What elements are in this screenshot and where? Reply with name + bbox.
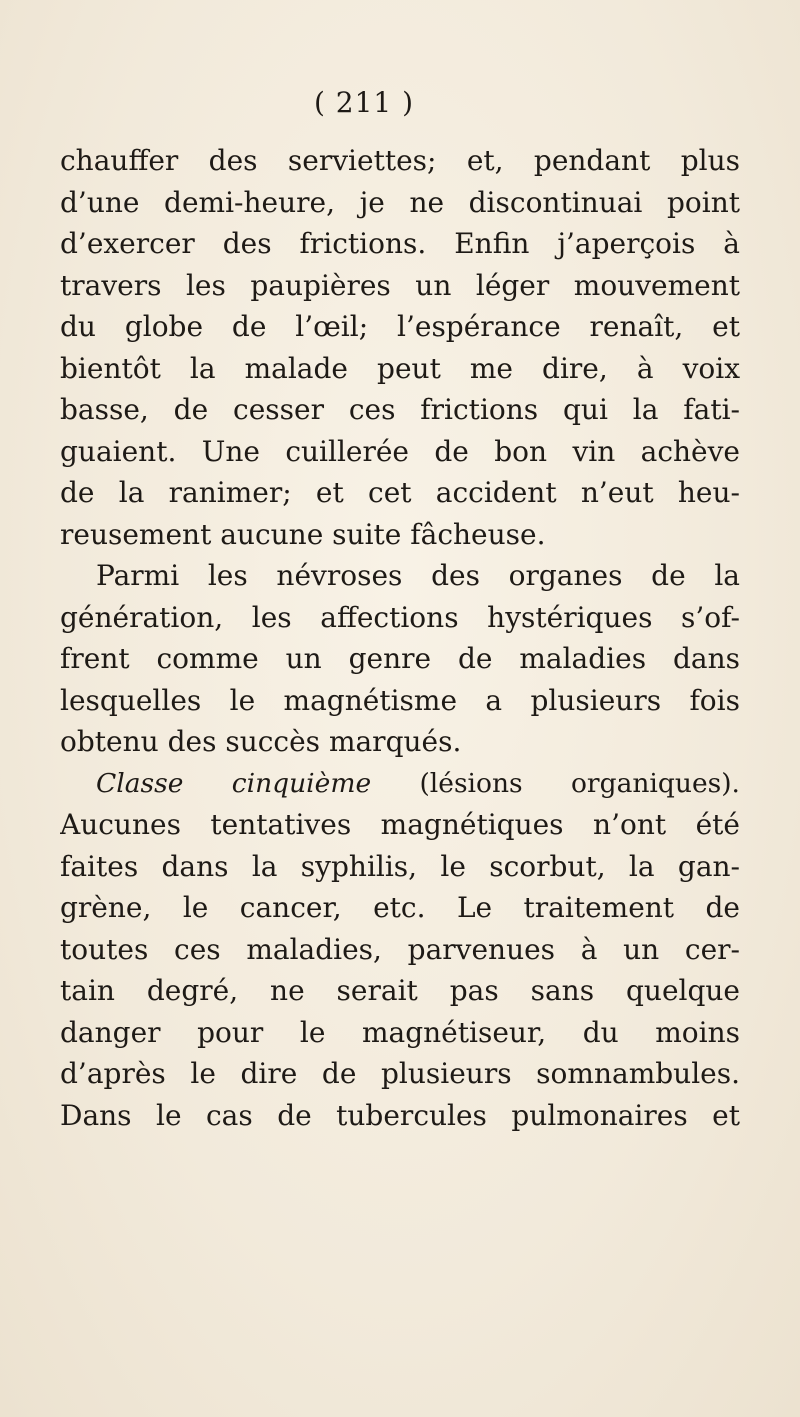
line-segment: guaient. Une cuillerée de bon vin achève [60, 434, 740, 468]
line-segment: Dans le cas de tubercules pulmonaires et [60, 1098, 740, 1132]
text-line-21 [60, 970, 740, 1012]
text-line-4 [60, 265, 740, 307]
line-segment: travers les paupières un léger mouvement [60, 268, 740, 302]
line-segment: faites dans la syphilis, le scorbut, la gan- [60, 849, 740, 883]
line-segment: génération, les affections hystériques s’of- [60, 600, 740, 634]
section-heading-italic: Classe cinquième [96, 767, 372, 799]
text-line-15 [60, 721, 740, 763]
text-line-1 [60, 140, 740, 182]
text-line-18 [60, 846, 740, 888]
line-segment: bientôt la malade peut me dire, à voix [60, 351, 740, 385]
line-segment: frent comme un genre de maladies dans [60, 642, 740, 675]
line-segment: chauffer des serviettes; et, pendant plus [60, 144, 740, 177]
line-segment: Parmi les névroses des organes de la [96, 559, 740, 592]
text-line-6 [60, 348, 740, 390]
line-segment: obtenu des succès marqués. [60, 725, 462, 758]
line-segment: du globe de l’œil; l’espérance renaît, et [60, 310, 740, 343]
line-segment: lesquelles le magnétisme a plusieurs fois [60, 683, 740, 717]
text-line-24 [60, 1095, 740, 1137]
line-segment: de la ranimer; et cet accident n’eut heu- [60, 476, 740, 509]
line-segment: danger pour le magnétiseur, du moins [60, 1015, 740, 1049]
text-line-17 [60, 804, 740, 846]
text-line-13 [60, 638, 740, 680]
line-segment: basse, de cesser ces frictions qui la fati- [60, 393, 740, 426]
line-segment: Aucunes tentatives magnétiques n’ont été [60, 808, 740, 841]
text-line-10 [60, 514, 740, 556]
line-segment: d’une demi-heure, je ne discontinuai point [60, 185, 740, 219]
text-line-3 [60, 223, 740, 265]
text-line-23 [60, 1053, 740, 1095]
text-line-19 [60, 887, 740, 929]
text-line-16 [60, 763, 740, 805]
text-line-11 [60, 555, 740, 597]
line-segment: tain degré, ne serait pas sans quelque [60, 974, 740, 1007]
line-segment: d’après le dire de plusieurs somnambules. [60, 1057, 740, 1090]
line-segment: (lésions organiques). [371, 767, 740, 799]
line-segment: reusement aucune suite fâcheuse. [60, 517, 546, 551]
page-number: ( 211 ) [313, 86, 415, 119]
text-line-7 [60, 389, 740, 431]
line-segment: grène, le cancer, etc. Le traitement de [60, 891, 740, 924]
text-line-9 [60, 472, 740, 514]
body-text [60, 140, 740, 1136]
line-segment: d’exercer des frictions. Enfin j’aperçois à [60, 227, 740, 260]
text-line-5 [60, 306, 740, 348]
line-segment: toutes ces maladies, parvenues à un cer- [60, 932, 740, 966]
text-line-2 [60, 182, 740, 224]
text-line-22 [60, 1012, 740, 1054]
text-line-14 [60, 680, 740, 722]
text-line-12 [60, 597, 740, 639]
text-line-20 [60, 929, 740, 971]
text-line-8 [60, 431, 740, 473]
